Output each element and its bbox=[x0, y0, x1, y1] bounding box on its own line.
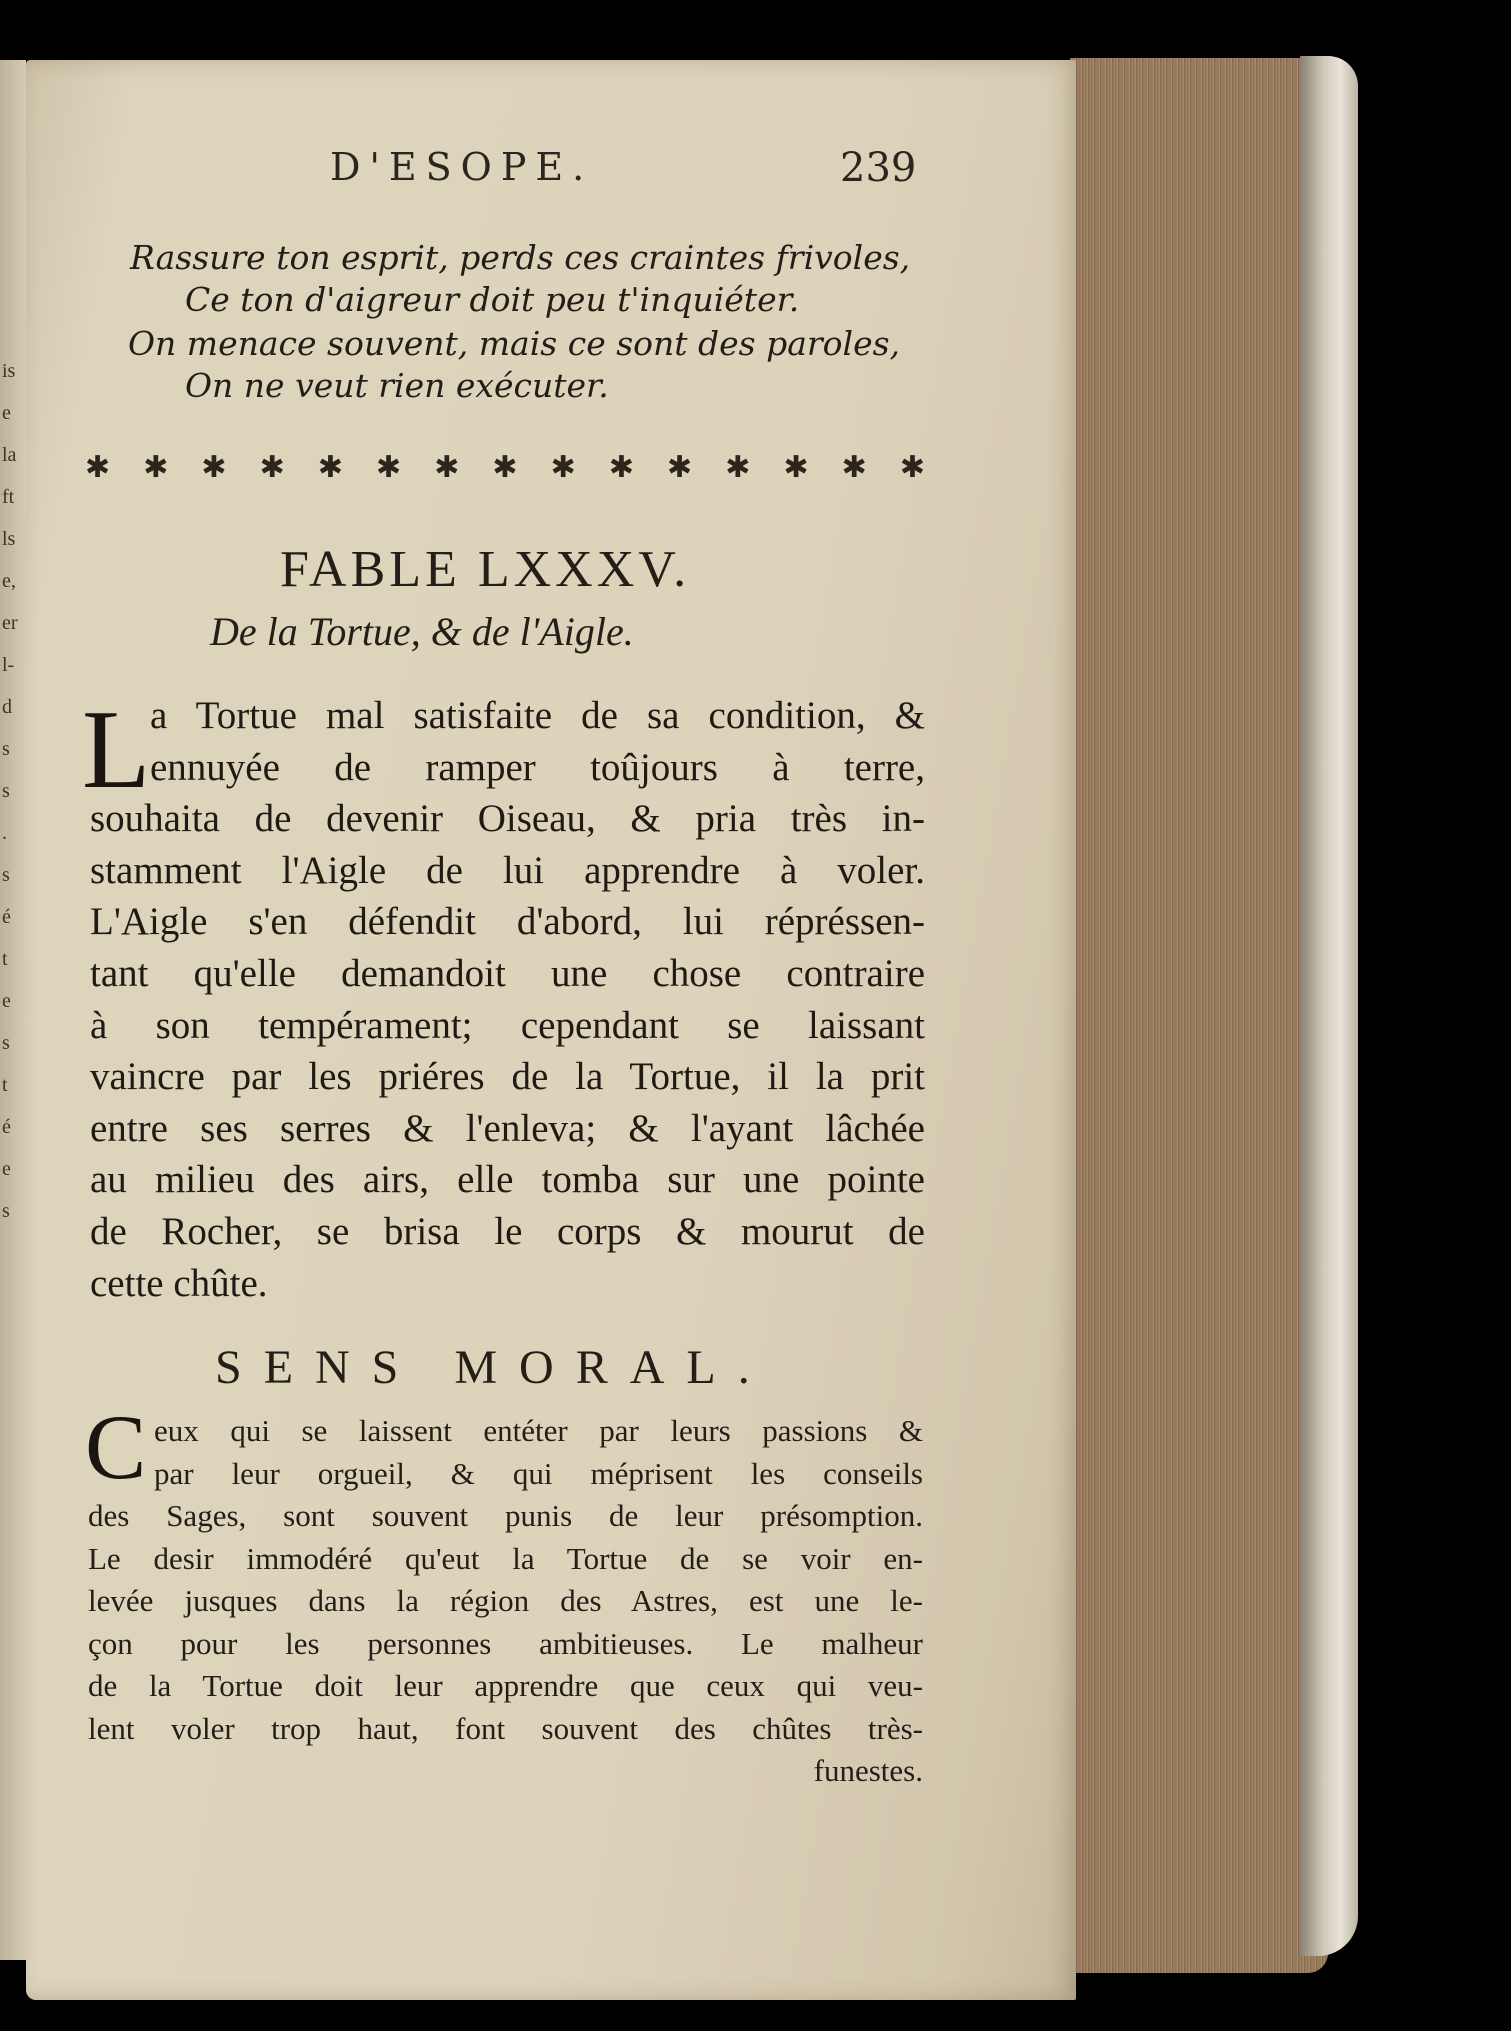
facing-page-fragment: s bbox=[2, 1200, 10, 1222]
facing-page-fragment: e bbox=[2, 1158, 11, 1180]
facing-page-fragment: s bbox=[2, 738, 10, 760]
facing-page-fragment: er bbox=[2, 612, 18, 634]
facing-page-fragment: t bbox=[2, 1074, 8, 1096]
fable-line: stamment l'Aigle de lui apprendre à voler. bbox=[90, 848, 925, 892]
fable-line: a Tortue mal satisfaite de sa condition, & bbox=[150, 694, 925, 737]
moral-line: çon pour les personnes ambitieuses. Le malheur bbox=[88, 1625, 923, 1661]
fable-line: tant qu'elle demandoit une chose contraire bbox=[90, 951, 925, 995]
facing-page-fragment: d bbox=[2, 696, 12, 718]
moral-line: des Sages, sont souvent punis de leur présomption. bbox=[88, 1498, 923, 1533]
fable-line: vaincre par les priéres de la Tortue, il la prit bbox=[90, 1055, 925, 1099]
facing-page-fragment: e, bbox=[2, 570, 16, 592]
ornament-star: ✱ bbox=[434, 450, 460, 485]
facing-page-fragment: é bbox=[2, 1116, 11, 1138]
ornament-star: ✱ bbox=[85, 450, 111, 485]
facing-page-fragment: is bbox=[2, 360, 16, 382]
book-page-edges bbox=[1070, 58, 1328, 1973]
ornament-star: ✱ bbox=[608, 450, 634, 485]
ornament-star: ✱ bbox=[376, 450, 402, 485]
fable-body bbox=[90, 690, 925, 1309]
fable-subtitle: De la Tortue, & de l'Aigle. bbox=[210, 609, 634, 654]
facing-page-fragment: ls bbox=[2, 528, 16, 550]
fable-line: souhaita de devenir Oiseau, & pria très in- bbox=[90, 797, 925, 841]
ornament-rule bbox=[85, 450, 925, 490]
previous-page-edge bbox=[0, 60, 26, 1960]
moral-line: Le desir immodéré qu'eut la Tortue de se voir en- bbox=[88, 1540, 923, 1576]
book-cover-edge bbox=[1300, 56, 1358, 1956]
ornament-star: ✱ bbox=[841, 450, 867, 485]
facing-page-fragment: é bbox=[2, 906, 11, 928]
moral-body bbox=[88, 1410, 923, 1793]
fable-line: ennuyée de ramper toûjours à terre, bbox=[150, 745, 925, 789]
ornament-star: ✱ bbox=[143, 450, 169, 485]
ornament-star: ✱ bbox=[550, 450, 576, 485]
ornament-star: ✱ bbox=[783, 450, 809, 485]
facing-page-fragment: ft bbox=[2, 486, 15, 508]
moral-line: levée jusques dans la région des Astres, est une le- bbox=[88, 1583, 923, 1618]
fable-line: entre ses serres & l'enleva; & l'ayant lâchée bbox=[90, 1106, 925, 1150]
facing-page-fragment: s bbox=[2, 780, 10, 802]
ornament-star: ✱ bbox=[492, 450, 518, 485]
fable-line: à son tempérament; cependant se laissant bbox=[90, 1003, 925, 1047]
ornament-star: ✱ bbox=[725, 450, 751, 485]
facing-page-fragment: e bbox=[2, 402, 11, 424]
facing-page-fragment: s bbox=[2, 1032, 10, 1054]
ornament-star: ✱ bbox=[201, 450, 227, 485]
moral-line: eux qui se laissent entéter par leurs passions & bbox=[154, 1413, 923, 1448]
facing-page-fragment: e bbox=[2, 990, 11, 1012]
fable-dropcap: L bbox=[82, 688, 151, 812]
verse-line-2: Ce ton d'aigreur doit peu t'inquiéter. bbox=[185, 280, 800, 319]
fable-line: de Rocher, se brisa le corps & mourut de bbox=[90, 1209, 925, 1253]
facing-page-fragment: t bbox=[2, 948, 8, 970]
verse-line-3: On menace souvent, mais ce sont des paroles, bbox=[128, 324, 901, 363]
moral-heading: SENS MORAL. bbox=[215, 1341, 772, 1394]
moral-line: lent voler trop haut, font souvent des chûtes très- bbox=[88, 1710, 923, 1746]
moral-line: de la Tortue doit leur apprendre que ceux qui veu- bbox=[88, 1668, 923, 1703]
ornament-star: ✱ bbox=[667, 450, 693, 485]
fable-line: cette chûte. bbox=[90, 1261, 268, 1305]
ornament-star: ✱ bbox=[259, 450, 285, 485]
running-head: D'ESOPE. bbox=[330, 145, 594, 189]
verse-line-4: On ne veut rien exécuter. bbox=[185, 366, 609, 405]
moral-line: funestes. bbox=[813, 1753, 923, 1788]
facing-page-fragment: s bbox=[2, 864, 10, 886]
fable-line: au milieu des airs, elle tomba sur une pointe bbox=[90, 1158, 925, 1202]
fable-title: FABLE LXXXV. bbox=[280, 541, 691, 598]
verse-line-1: Rassure ton esprit, perds ces craintes frivoles, bbox=[130, 238, 911, 277]
facing-page-fragment: l- bbox=[2, 654, 15, 676]
facing-page-fragment: la bbox=[2, 444, 17, 466]
facing-page-fragment: . bbox=[2, 822, 7, 844]
moral-dropcap: C bbox=[85, 1396, 147, 1498]
ornament-star: ✱ bbox=[317, 450, 343, 485]
ornament-star: ✱ bbox=[899, 450, 925, 485]
fable-line: L'Aigle s'en défendit d'abord, lui répréssen- bbox=[90, 900, 925, 944]
page-number: 239 bbox=[840, 145, 917, 191]
moral-line: par leur orgueil, & qui méprisent les conseils bbox=[154, 1455, 923, 1491]
